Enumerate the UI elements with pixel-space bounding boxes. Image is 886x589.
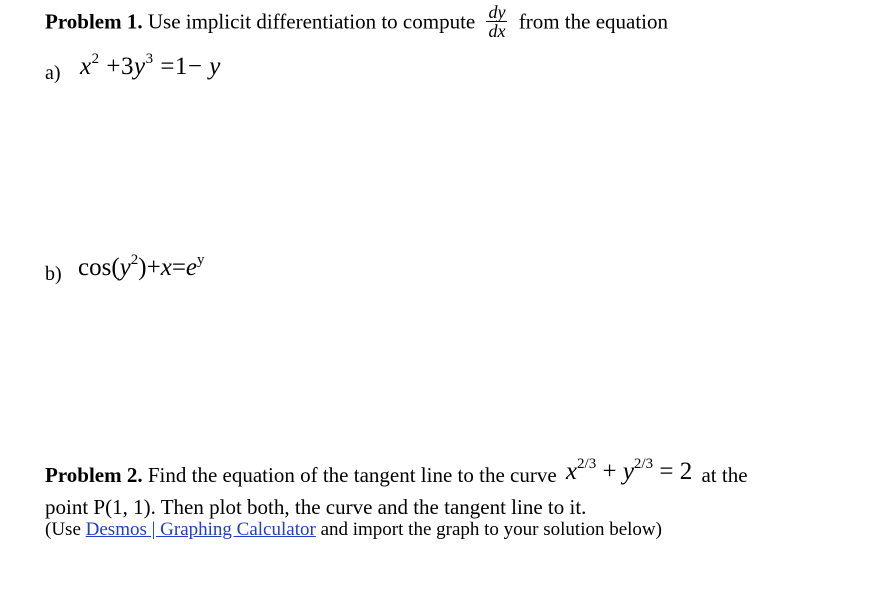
p2-eq-plus: + bbox=[596, 458, 623, 485]
problem-2-text-after: at the bbox=[701, 463, 748, 487]
p2-eq-y-exponent: 2/3 bbox=[633, 456, 654, 472]
eq-b-y-exponent: 2 bbox=[130, 252, 139, 268]
eq-a-x: x bbox=[80, 53, 92, 80]
problem-2-line-2: point P(1, 1). Then plot both, the curve and the tangent line to it. bbox=[45, 495, 587, 519]
part-b-equation bbox=[78, 253, 205, 283]
eq-b-x: x bbox=[160, 254, 172, 281]
eq-a-equals: =1− bbox=[153, 53, 203, 80]
desmos-link[interactable]: Desmos | Graphing Calculator bbox=[85, 519, 316, 540]
eq-a-y-rhs: y bbox=[202, 53, 221, 80]
problem-2-text-before: Find the equation of the tangent line to the curve bbox=[147, 463, 557, 487]
problem-2-statement bbox=[45, 456, 748, 488]
p2-eq-x-exponent: 2/3 bbox=[577, 456, 597, 472]
p2-eq-rhs: = 2 bbox=[653, 458, 693, 485]
eq-b-close-plus: )+ bbox=[138, 254, 161, 281]
eq-b-equals: = bbox=[171, 254, 186, 281]
problem-2-line-3 bbox=[45, 518, 662, 542]
eq-b-y: y bbox=[119, 254, 131, 281]
problem-2-heading: Problem 2. bbox=[45, 463, 143, 487]
eq-b-e-exponent: y bbox=[197, 252, 205, 268]
p2-line3-before: (Use bbox=[45, 519, 86, 540]
problem-1-heading: Problem 1. bbox=[45, 9, 143, 34]
eq-b-e: e bbox=[185, 254, 198, 281]
part-b-label: b) bbox=[45, 263, 62, 285]
eq-a-y-exponent: 3 bbox=[145, 51, 154, 67]
part-a-label: a) bbox=[45, 62, 61, 84]
problem-1-text-before: Use implicit differentiation to compute bbox=[147, 9, 476, 34]
p2-eq-x: x bbox=[565, 458, 578, 485]
eq-a-x-exponent: 2 bbox=[91, 51, 100, 67]
problem-1-text-after: from the equation bbox=[518, 9, 669, 34]
fraction-numerator: dy bbox=[488, 2, 506, 22]
eq-b-cos: cos( bbox=[78, 254, 120, 281]
problem-2-curve-equation bbox=[566, 458, 692, 485]
eq-a-plus-3: +3 bbox=[99, 53, 134, 80]
p2-eq-y: y bbox=[622, 458, 634, 485]
problem-1-statement bbox=[45, 2, 669, 42]
fraction-denominator: dx bbox=[488, 21, 506, 41]
eq-a-y: y bbox=[133, 53, 146, 80]
p2-line3-after: and import the graph to your solution below) bbox=[315, 519, 662, 540]
dy-dx-fraction bbox=[486, 3, 507, 40]
part-a-equation bbox=[80, 52, 221, 82]
